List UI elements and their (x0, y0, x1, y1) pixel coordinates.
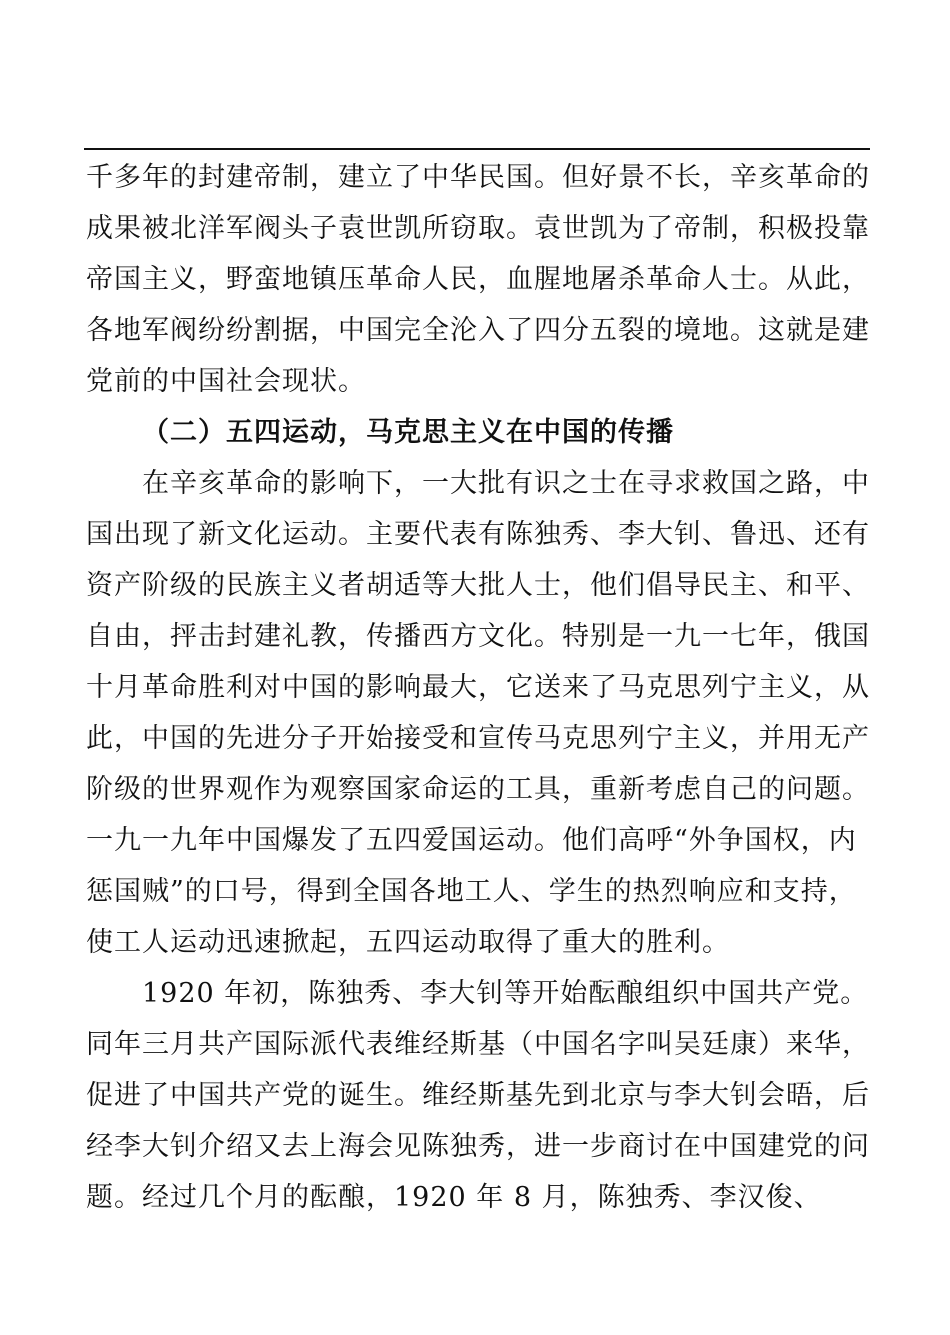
paragraph-continuation: 千多年的封建帝制，建立了中华民国。但好景不长，辛亥革命的成果被北洋军阀头子袁世凯所窃取。袁世凯为了帝制，积极投靠帝国主义，野蛮地镇压革命人民，血腥地屠杀革命人士。从此，各地军阀纷纷割据，中国完全沦入了四分五裂的境地。这就是建党前的中国社会现状。 (86, 162, 870, 397)
paragraph-new-culture-movement: 在辛亥革命的影响下，一大批有识之士在寻求救国之路，中国出现了新文化运动。主要代表有陈独秀、李大钊、鲁迅、还有资产阶级的民族主义者胡适等大批人士，他们倡导民主、和平、自由，抨击封建礼教，传播西方文化。特别是一九一七年，俄国十月革命胜利对中国的影响最大，它送来了马克思列宁主义，从此，中国的先进分子开始接受和宣传马克思列宁主义，并用无产阶级的世界观作为观察国家命运的工具，重新考虑自己的问题。一九一九年中国爆发了五四爱国运动。他们高呼“外争国权，内惩国贼”的口号，得到全国各地工人、学生的热烈响应和支持，使工人运动迅速掀起，五四运动取得了重大的胜利。 (86, 468, 870, 958)
section-heading: （二）五四运动，马克思主义在中国的传播 (142, 417, 674, 448)
paragraph-party-founding: 1920 年初，陈独秀、李大钊等开始酝酿组织中国共产党。同年三月共产国际派代表维经斯基（中国名字叫吴廷康）来华，促进了中国共产党的诞生。维经斯基先到北京与李大钊会晤，后经李大钊介绍又去上海会见陈独秀，进一步商讨在中国建党的问题。经过几个月的酝酿，1920 年 8 月，陈独秀、李汉俊、 (86, 978, 870, 1213)
document-body (86, 152, 872, 1223)
header-rule (84, 148, 870, 150)
